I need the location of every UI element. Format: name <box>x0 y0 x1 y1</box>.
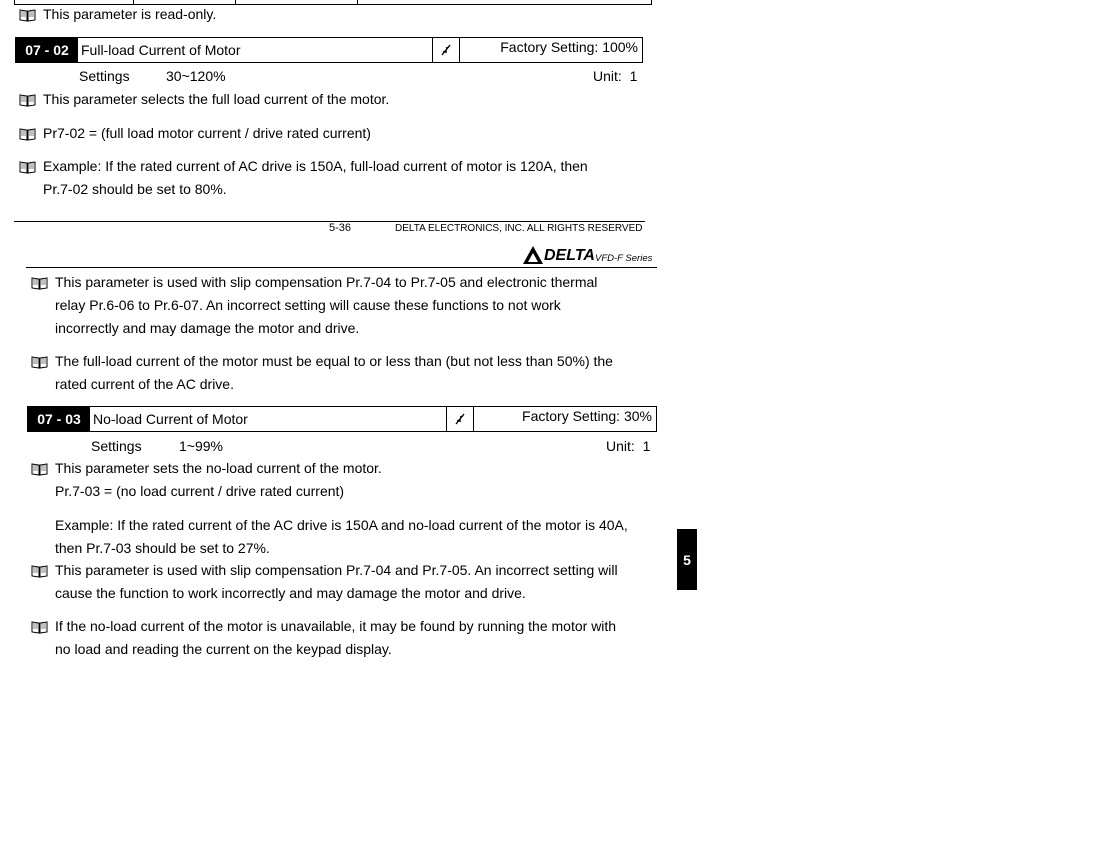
continued-note-4: The full-load current of the motor must be equal to or less than (but not less than 50%) the <box>55 353 613 369</box>
chapter-side-tab <box>677 529 697 590</box>
book-icon <box>31 355 48 369</box>
param-0703-note-6: cause the function to work incorrectly and may damage the motor and drive. <box>55 585 526 601</box>
param-0702-run-edit-cell <box>432 38 460 62</box>
param-0702-note-4: Pr.7-02 should be set to 80%. <box>43 181 227 197</box>
run-editable-icon <box>454 413 466 425</box>
book-icon <box>31 462 48 476</box>
book-icon <box>19 93 36 107</box>
header-rule <box>26 267 657 268</box>
param-0703-unit <box>606 435 650 458</box>
readonly-note: This parameter is read-only. <box>43 6 217 22</box>
param-0703-note-2: Pr.7-03 = (no load current / drive rated current) <box>55 483 345 499</box>
param-0702-note-1: This parameter selects the full load current of the motor. <box>43 91 390 107</box>
book-icon <box>19 8 36 22</box>
param-0702-unit <box>593 65 637 88</box>
param-0702-name: Full-load Current of Motor <box>81 42 241 58</box>
param-0703-factory-label: Factory Setting: <box>522 408 621 424</box>
param-0703-code: 07 - 03 <box>28 407 90 431</box>
footer-page-number: 5-36 <box>329 222 352 234</box>
param-0703-note-7: If the no-load current of the motor is unavailable, it may be found by running the motor with <box>55 618 617 634</box>
param-0703-unit-value: 1 <box>642 438 651 454</box>
param-0703-note-1: This parameter sets the no-load current of the motor. <box>55 460 382 476</box>
continued-note-2: relay Pr.6-06 to Pr.6-07. An incorrect setting will cause these functions to not work <box>55 297 561 313</box>
continued-note-3: incorrectly and may damage the motor and drive. <box>55 320 360 336</box>
param-0702-settings-label: Settings <box>79 68 130 84</box>
param-0702-note-2: Pr7-02 = (full load motor current / drive rated current) <box>43 125 371 141</box>
param-0703-settings-value: 1~99% <box>179 438 223 454</box>
param-0703-unit-label: Unit: <box>606 438 635 454</box>
delta-brand: DELTA <box>544 247 595 264</box>
run-editable-icon <box>440 44 452 56</box>
footer-copyright: DELTA ELECTRONICS, INC. ALL RIGHTS RESERVED <box>395 223 643 234</box>
book-icon <box>31 276 48 290</box>
param-0703-header <box>27 406 657 432</box>
param-0702-unit-value: 1 <box>629 68 638 84</box>
continued-note-5: rated current of the AC drive. <box>55 376 234 392</box>
param-0702-code: 07 - 02 <box>16 38 78 62</box>
param-0703-factory-value: 30% <box>623 408 652 424</box>
param-0702-note-3: Example: If the rated current of AC drive is 150A, full-load current of motor is 120A, then <box>43 158 588 174</box>
param-0702-header <box>15 37 643 63</box>
book-icon <box>19 127 36 141</box>
param-0703-note-3: Example: If the rated current of the AC drive is 150A and no-load current of the motor is 40A, <box>55 517 628 533</box>
continued-note-1: This parameter is used with slip compensation Pr.7-04 to Pr.7-05 and electronic thermal <box>55 274 598 290</box>
param-0703-note-4: then Pr.7-03 should be set to 27%. <box>55 540 270 556</box>
param-0702-unit-label: Unit: <box>593 68 622 84</box>
param-0703-factory <box>474 407 656 431</box>
param-0702-factory-value: 100% <box>602 39 638 55</box>
book-icon <box>31 564 48 578</box>
param-0702-factory <box>460 38 642 62</box>
chapter-number: 5 <box>683 551 691 568</box>
param-0702-settings-value: 30~120% <box>166 68 226 84</box>
header-series: VFD-F Series <box>595 253 653 264</box>
delta-logo <box>522 243 595 265</box>
param-0703-note-5: This parameter is used with slip compensation Pr.7-04 and Pr.7-05. An incorrect setting will <box>55 562 618 578</box>
book-icon <box>19 160 36 174</box>
param-0703-name: No-load Current of Motor <box>93 411 248 427</box>
delta-triangle-icon <box>522 245 544 265</box>
book-icon <box>31 620 48 634</box>
param-0703-note-8: no load and reading the current on the keypad display. <box>55 641 392 657</box>
param-0703-run-edit-cell <box>446 407 474 431</box>
param-0702-factory-label: Factory Setting: <box>500 39 599 55</box>
param-0703-settings-label: Settings <box>91 438 142 454</box>
